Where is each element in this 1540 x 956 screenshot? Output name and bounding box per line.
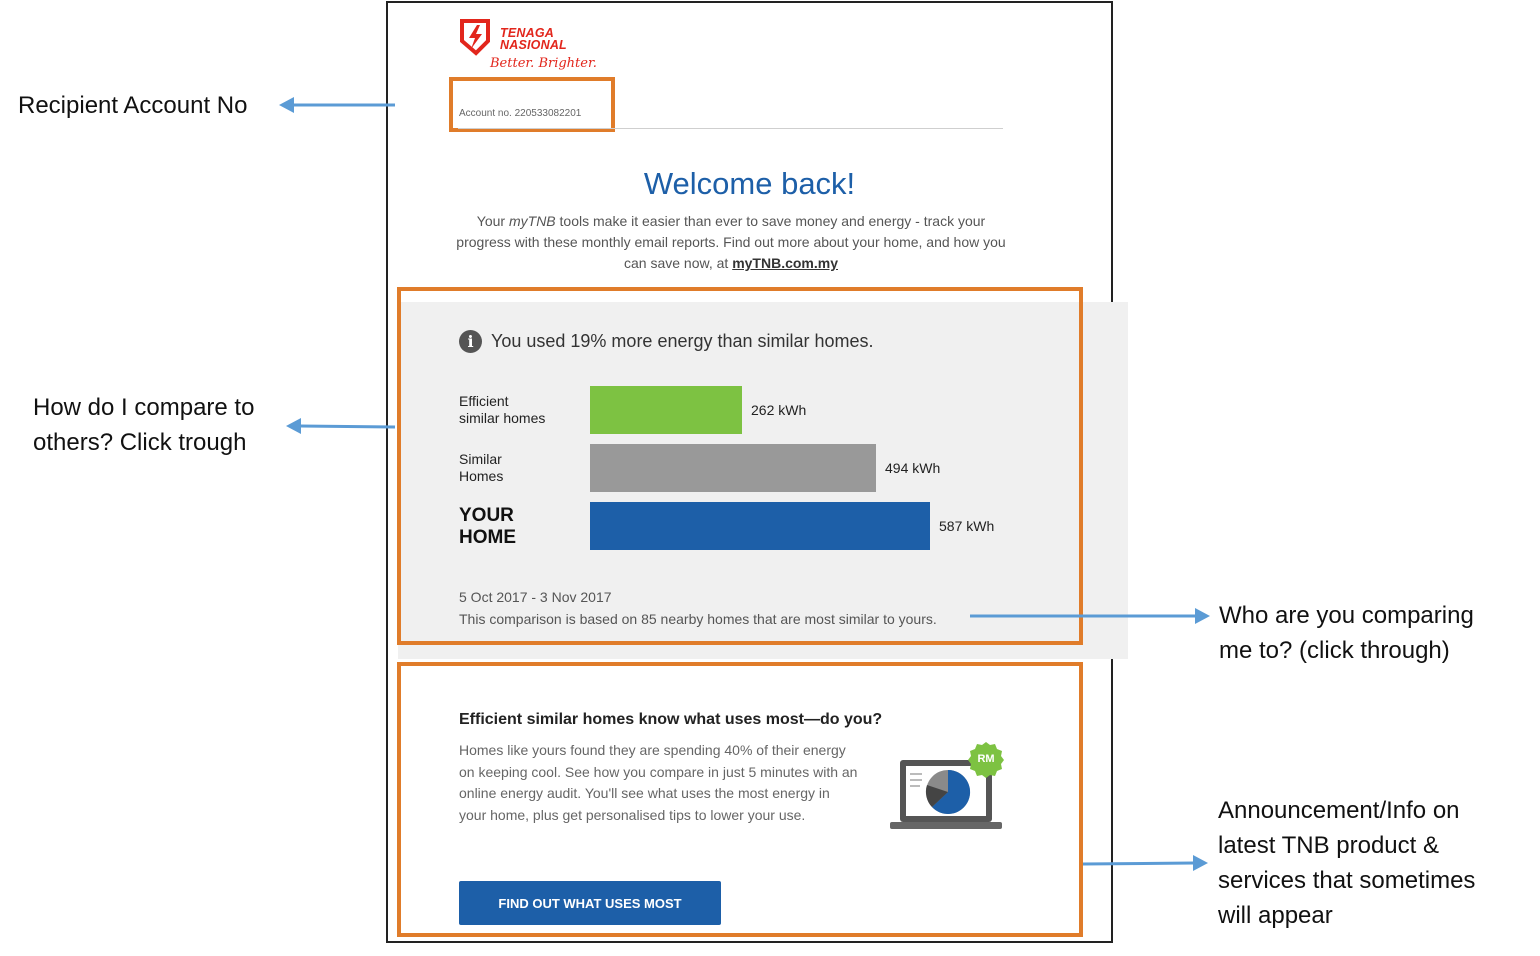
comparison-headline[interactable]: You used 19% more energy than similar homes.: [491, 331, 874, 351]
info-icon: i: [459, 330, 482, 353]
bar-value-similar: 494 kWh: [885, 460, 941, 476]
logo-wordmark: [500, 27, 567, 51]
brand-name: myTNB: [508, 213, 556, 229]
account-highlight-box: [449, 77, 615, 132]
account-label: Account no.: [459, 108, 512, 119]
header-divider: [458, 128, 1003, 129]
bar-label-similar: Similar Homes: [459, 451, 504, 484]
bar-value-your-home: 587 kWh: [939, 518, 995, 534]
logo-tagline: Better. Brighter.: [490, 56, 597, 71]
find-out-button[interactable]: FIND OUT WHAT USES MOST: [459, 881, 721, 925]
account-value: 220533082201: [514, 108, 582, 119]
bar-your-home[interactable]: [590, 502, 930, 550]
annotation-announcement: Announcement/Info on latest TNB product & services that sometimes will appear: [1218, 797, 1476, 929]
tnb-logo-icon: [458, 17, 494, 57]
welcome-heading: Welcome back!: [643, 166, 856, 201]
bar-label-your-home: YOUR HOME: [459, 505, 516, 548]
logo-line1: TENAGA: [500, 26, 554, 40]
logo-line2: NASIONAL: [500, 38, 567, 52]
comparison-period: 5 Oct 2017 - 3 Nov 2017: [459, 589, 612, 605]
mytnb-link[interactable]: myTNB.com.my: [732, 255, 838, 271]
annotation-account: Recipient Account No: [18, 92, 248, 119]
laptop-chart-icon: [886, 738, 1006, 838]
intro-text: Your myTNB tools make it easier than ever to save money and energy - track your progress with these monthly email reports. Find out more about your home, and how you can save now, at myTNB.com.my: [456, 213, 1006, 271]
comparison-note[interactable]: This comparison is based on 85 nearby homes that are most similar to yours.: [459, 611, 937, 627]
bar-efficient[interactable]: [590, 386, 742, 434]
rm-badge: RM: [977, 753, 995, 765]
bar-similar[interactable]: [590, 444, 876, 492]
annotation-who: Who are you comparing me to? (click through): [1219, 602, 1474, 664]
promo-body: Homes like yours found they are spending 40% of their energy on keeping cool. See how you compare in just 5 minutes with an online energy audit. You'll see what uses the most energy in your home, plus get personalised tips to lower your use.: [459, 742, 858, 823]
bar-label-efficient: Efficient similar homes: [459, 393, 546, 426]
bar-value-efficient: 262 kWh: [751, 402, 807, 418]
promo-title: Efficient similar homes know what uses most—do you?: [459, 711, 883, 728]
annotation-compare: How do I compare to others? Click trough: [33, 394, 255, 456]
